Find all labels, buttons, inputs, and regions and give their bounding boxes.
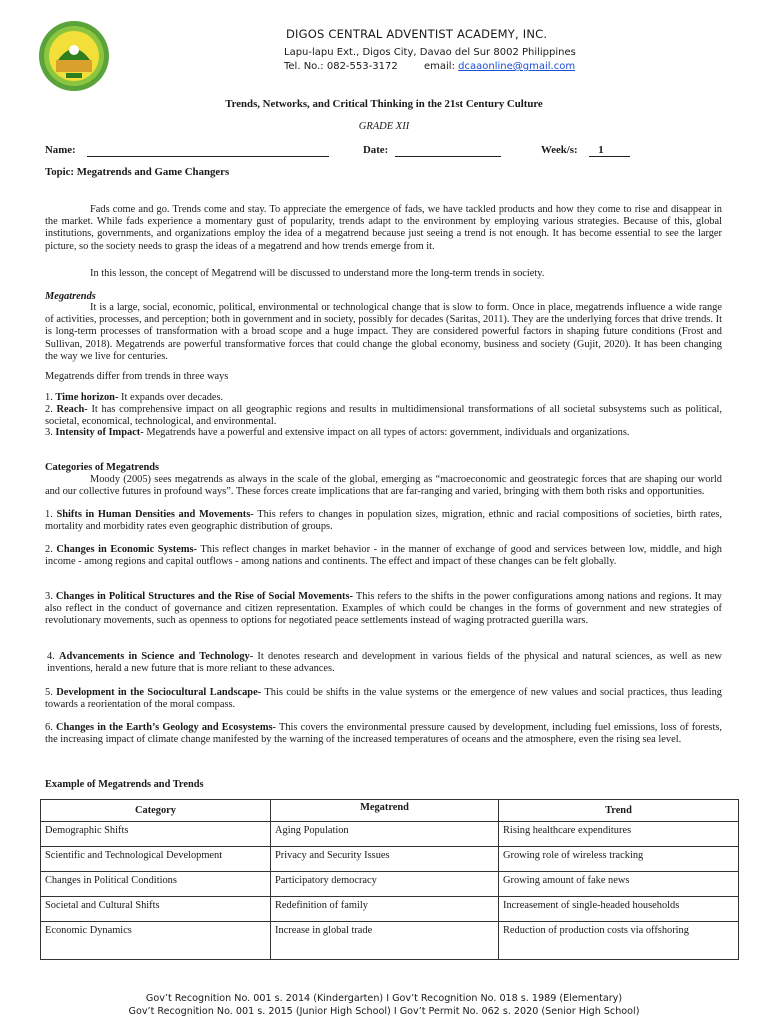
item-description: This refers to changes in population sizes, migration, ethnic and racial compositions of societies, birth rates, mortality and morbidity rates even geographic distribution of groups. [45, 509, 722, 533]
item-number: 2. [45, 404, 53, 415]
item-number: 3. [45, 427, 53, 438]
email-link[interactable]: dcaaonline@gmail.com [458, 61, 576, 72]
item-description: This could be shifts in the value systems or the emergence of new values and social practices, thus leading towards a reorientation of the moral compass. [45, 687, 722, 711]
item-description: This covers the environmental pressure caused by development, including fuel emissions, loss of forests, the increasing impact of climate change manifested by the warning of the increased temperatures of oceans and the atmosphere, even the rising sea level. [45, 722, 723, 746]
category-item [45, 722, 722, 746]
item-term: Intensity of Impact- [55, 427, 144, 438]
item-description: It expands over decades. [118, 392, 224, 403]
category-item [45, 509, 722, 533]
document-title: Trends, Networks, and Critical Thinking in the 21st Century Culture [225, 98, 543, 110]
school-logo [38, 20, 110, 92]
table-cell: Demographic Shifts [41, 822, 271, 847]
item-number: 6. [45, 722, 53, 733]
school-telephone: Tel. No.: 082-553-3172 [284, 61, 398, 72]
difference-item [45, 427, 722, 439]
column-header-trend: Trend [499, 800, 739, 822]
item-term: Changes in Political Structures and the Rise of Social Movements- [55, 591, 354, 602]
megatrends-differ-intro: Megatrends differ from trends in three ways [45, 371, 229, 382]
categories-heading: Categories of Megatrends [45, 462, 160, 473]
table-cell: Societal and Cultural Shifts [41, 897, 271, 922]
item-number: 2. [45, 544, 53, 555]
intro-paragraph-2: In this lesson, the concept of Megatrend will be discussed to understand more the long-term trends in society. [90, 268, 545, 279]
school-seal-icon [38, 20, 110, 92]
difference-item [45, 392, 722, 404]
table-row [41, 822, 739, 847]
table-row [41, 897, 739, 922]
table-cell: Changes in Political Conditions [41, 872, 271, 897]
table-header-row [41, 800, 739, 822]
category-item [47, 651, 722, 675]
table-cell: Scientific and Technological Development [41, 847, 271, 872]
table-cell: Aging Population [271, 822, 499, 847]
footer-recognition-line-2: Gov’t Recognition No. 001 s. 2015 (Junior High School) I Gov’t Permit No. 062 s. 2020 (Senior High School) [128, 1006, 640, 1017]
week-field[interactable] [589, 156, 630, 157]
item-number: 4. [47, 651, 55, 662]
email-label: email: [424, 61, 455, 72]
item-description: This refers to the shifts in the power configurations among nations and regions. It may also reflect in the conduct of governance and citizen representation. Examples of which could be changes in the forms of government and new strategies of revolutionary movements, such as openness to options for negotiated peace settlements instead of waging protracted guerilla wars. [45, 591, 722, 627]
table-heading: Example of Megatrends and Trends [45, 779, 204, 790]
school-email [424, 61, 575, 72]
school-name: DIGOS CENTRAL ADVENTIST ACADEMY, INC. [286, 27, 548, 41]
item-term: Reach- [56, 404, 88, 415]
item-term: Development in the Sociocultural Landscape- [56, 687, 262, 698]
table-cell: Participatory democracy [271, 872, 499, 897]
category-item [45, 544, 722, 568]
table-row [41, 922, 739, 960]
table-cell: Privacy and Security Issues [271, 847, 499, 872]
item-description: It denotes research and development in various fields of the physical and natural sciences, as well as new inventions, herald a new future that is more reliant to these advances. [47, 651, 722, 675]
name-label: Name: [45, 144, 76, 156]
table-cell: Increase in global trade [271, 922, 499, 960]
footer-recognition-line-1: Gov’t Recognition No. 001 s. 2014 (Kindergarten) I Gov’t Recognition No. 018 s. 1989 (Elementary) [145, 993, 623, 1004]
grade-level: GRADE XII [358, 121, 410, 132]
item-term: Advancements in Science and Technology- [59, 651, 254, 662]
megatrends-definition: It is a large, social, economic, political, environmental or technological change that is slow to form. Once in place, megatrends influence a wide range of activities, processes, and perception; both in government and in society, possibly for decades (Saritas, 2011). They are the underlying forces that drive trends. It is long-term processes of transformation with a broad scope and a huge impact. They are considered powerful factors in shaping future conditions (Frost and Sullivan, 2018). Megatrends are powerful transformative forces that could change the global economy, business and society (Gujit, 2020). It has been changing the way we live for centuries. [45, 302, 722, 362]
category-item [45, 591, 722, 628]
table-cell: Increasement of single-headed households [499, 897, 739, 922]
item-number: 5. [45, 687, 53, 698]
table-cell: Reduction of production costs via offshoring [499, 922, 739, 960]
name-field[interactable] [87, 156, 329, 157]
categories-intro: Moody (2005) sees megatrends as always in the scale of the global, emerging as “macroeconomic and geostrategic forces that are shaping our world and our collective futures in profound ways”. These forces create implications that are far-ranging and varied, bringing with them both risks and opportunities. [45, 474, 722, 498]
date-label: Date: [363, 144, 389, 156]
student-info-row [45, 144, 735, 160]
item-term: Time horizon- [55, 392, 119, 403]
item-term: Shifts in Human Densities and Movements- [56, 509, 254, 520]
megatrends-heading: Megatrends [45, 291, 96, 302]
table-cell: Growing amount of fake news [499, 872, 739, 897]
item-number: 3. [45, 591, 53, 602]
school-address: Lapu-lapu Ext., Digos City, Davao del Sur 8002 Philippines [284, 47, 576, 58]
week-value: 1 [598, 144, 604, 156]
column-header-category: Category [41, 800, 271, 822]
date-field[interactable] [395, 156, 501, 157]
item-description: This reflect changes in market behavior - in the manner of exchange of good and services between low, middle, and high income - among regions and capital outflows - among nations and continents. The effect and impact of these changes can be felt globally. [45, 544, 723, 568]
table-cell: Growing role of wireless tracking [499, 847, 739, 872]
table-cell: Economic Dynamics [41, 922, 271, 960]
item-description: Megatrends have a powerful and extensive impact on all types of actors: government, individuals and organizations. [143, 427, 630, 438]
item-term: Changes in Economic Systems- [56, 544, 198, 555]
table-row [41, 847, 739, 872]
intro-paragraph-1: Fads come and go. Trends come and stay. To appreciate the emergence of fads, we have tackled products and how they come to rise and disappear in the market. While fads experience a momentary gust of popularity, trends adapt to the environment by employing various strategies. Because of this, global institutions, governments, and organizations employ the idea of a megatrend because just seeing a trend is not enough. It has become essential to see the larger picture, so the society needs to grasp the ideas of a megatrend and how trends emerge from it. [45, 204, 722, 252]
column-header-megatrend: Megatrend [271, 800, 499, 822]
table-row [41, 872, 739, 897]
item-number: 1. [45, 509, 53, 520]
item-number: 1. [45, 392, 53, 403]
topic: Topic: Megatrends and Game Changers [45, 166, 230, 178]
item-description: It has comprehensive impact on all geographic regions and results in multidimensional transformations of all societal subsystems such as political, societal, economical, technological, and environmental. [45, 404, 722, 428]
table-cell: Redefinition of family [271, 897, 499, 922]
megatrends-table [40, 799, 739, 960]
difference-item [45, 404, 722, 428]
item-term: Changes in the Earth’s Geology and Ecosystems- [55, 722, 277, 733]
table-cell: Rising healthcare expenditures [499, 822, 739, 847]
category-item [45, 687, 722, 711]
week-label: Week/s: [541, 144, 578, 156]
